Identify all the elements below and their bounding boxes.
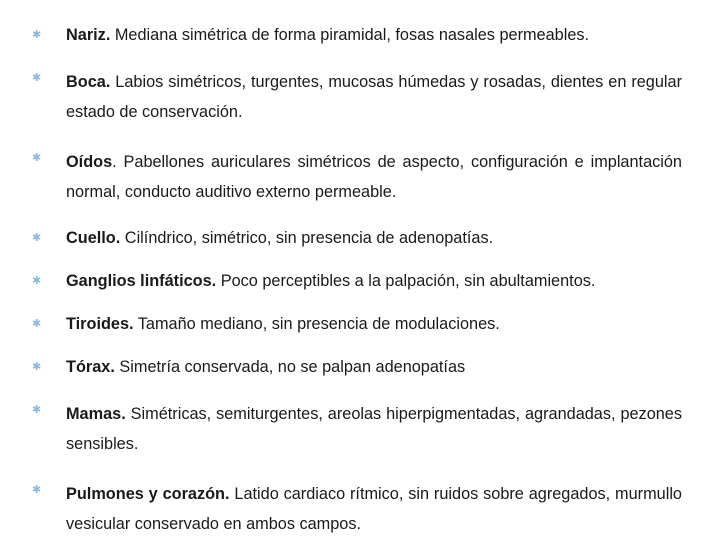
list-item-torax (32, 356, 682, 379)
item-term: Pulmones y corazón. (66, 485, 230, 503)
item-term: Mamas. (66, 405, 126, 423)
list-item-nariz (32, 24, 682, 47)
bullet-list (32, 24, 682, 539)
item-term: Tiroides. (66, 315, 134, 333)
asterisk-bullet-icon: ✱ (32, 72, 42, 84)
item-text: Poco perceptibles a la palpación, sin abultamientos. (216, 272, 596, 290)
item-text: Simetría conservada, no se palpan adenopatías (114, 358, 466, 376)
item-text: Mediana simétrica de forma piramidal, fosas nasales permeables. (110, 26, 590, 44)
asterisk-bullet-icon: ✱ (32, 29, 42, 41)
list-item-ganglios (32, 270, 682, 293)
item-term: Nariz. (66, 26, 111, 44)
asterisk-bullet-icon: ✱ (32, 484, 42, 496)
item-text: . Pabellones auriculares simétricos de aspecto, configuración e implantación normal, conducto auditivo externo permeable. (66, 153, 682, 201)
list-item-cuello (32, 227, 682, 250)
list-item-tiroides (32, 313, 682, 336)
item-term: Ganglios linfáticos. (66, 272, 217, 290)
item-term: Cuello. (66, 229, 121, 247)
item-text: Cilíndrico, simétrico, sin presencia de adenopatías. (120, 229, 494, 247)
item-term: Tórax. (66, 358, 115, 376)
asterisk-bullet-icon: ✱ (32, 361, 42, 373)
item-text: Simétricas, semiturgentes, areolas hiperpigmentadas, agrandadas, pezones sensibles. (66, 405, 682, 453)
item-text: Labios simétricos, turgentes, mucosas húmedas y rosadas, dientes en regular estado de conservación. (66, 73, 682, 121)
item-term: Oídos (66, 153, 113, 171)
asterisk-bullet-icon: ✱ (32, 318, 42, 330)
item-text: Latido cardiaco rítmico, sin ruidos sobre agregados, murmullo vesicular conservado en ambos campos. (66, 485, 682, 533)
asterisk-bullet-icon: ✱ (32, 152, 42, 164)
asterisk-bullet-icon: ✱ (32, 275, 42, 287)
item-text: Tamaño mediano, sin presencia de modulaciones. (133, 315, 500, 333)
asterisk-bullet-icon: ✱ (32, 232, 42, 244)
list-item-mamas (32, 399, 682, 459)
asterisk-bullet-icon: ✱ (32, 404, 42, 416)
list-item-boca (32, 67, 682, 127)
item-term: Boca. (66, 73, 111, 91)
list-item-oidos (32, 147, 682, 207)
list-item-pulmones (32, 479, 682, 539)
